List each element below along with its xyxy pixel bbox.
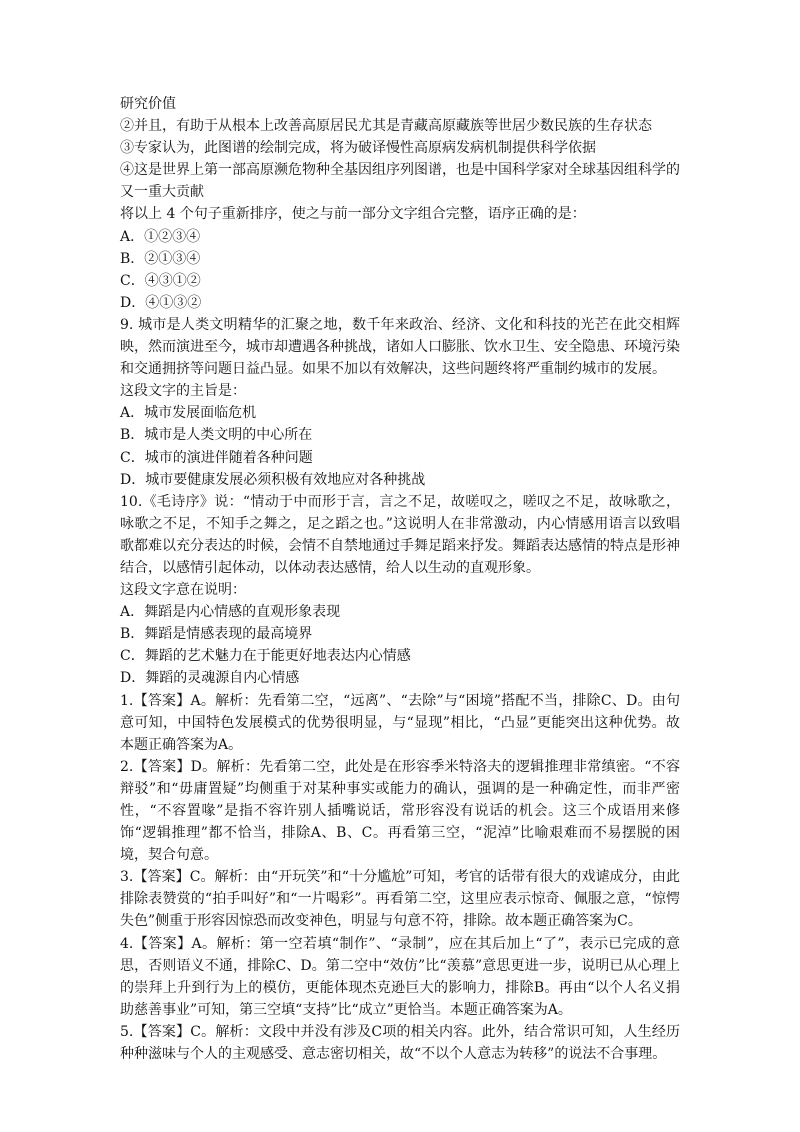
- q8-sentence-2: ②并且，有助于从根本上改善高原居民尤其是青藏高原藏族等世居少数民族的生存状态: [120, 118, 652, 135]
- q8-option-c: C．④③①②: [120, 272, 201, 289]
- answer-4: 4.【答案】A。解析：第一空若填“制作”、“录制”，应在其后加上“了”，表示已完成的意思，否则语义不通，排除C、D。第二空中“效仿”比“羡慕”意思更进一步，说明已从心理上的崇拜上升到行为上的模仿，更能体现杰克逊巨大的影响力，排除B。再由“以个人名义捐助慈善事业”可知，第三空填“支持”比“成立”更恰当。本题正确答案为A。: [120, 935, 680, 1018]
- q8-option-a: A．①②③④: [120, 228, 201, 245]
- q8-option-b: B．②①③④: [120, 250, 201, 267]
- q9-option-d: D．城市要健康发展必须积极有效地应对各种挑战: [120, 471, 426, 488]
- q9-option-a: A．城市发展面临危机: [120, 405, 257, 422]
- q10-stem: 这段文字意在说明：: [120, 582, 246, 599]
- q8-option-d: D．④①③②: [120, 294, 202, 311]
- document-page: [120, 93, 680, 1065]
- q8-sentence-4: ④这是世界上第一部高原濒危物种全基因组序列图谱，也是中国科学家对全球基因组科学的又一重大贡献: [120, 162, 680, 201]
- answer-5: 5.【答案】C。解析：文段中并没有涉及C项的相关内容。此外，结合常识可知，人生经历种种滋味与个人的主观感受、意志密切相关，故“不以个人意志为转移”的说法不合事理。: [120, 1023, 680, 1063]
- q8-sentence-3: ③专家认为，此图谱的绘制完成，将为破译慢性高原病发病机制提供科学依据: [120, 140, 596, 157]
- q9-passage: 9. 城市是人类文明精华的汇聚之地，数千年来政治、经济、文化和科技的光芒在此交相辉映，然而演进至今，城市却遭遇各种挑战，诸如人口膨胀、饮水卫生、安全隐患、环境污染和交通拥挤等问题日益凸显。如果不加以有效解决，这些问题终将严重制约城市的发展。: [120, 316, 680, 378]
- q9-stem: 这段文字的主旨是：: [120, 383, 246, 400]
- answer-1: 1.【答案】A。解析：先看第二空，“远离”、“去除”与“困境”搭配不当，排除C、D。由句意可知，中国特色发展模式的优势很明显，与“显现”相比，“凸显”更能突出这种优势。故本题正确答案为A。: [120, 692, 680, 753]
- q10-option-a: A．舞蹈是内心情感的直观形象表现: [120, 604, 341, 621]
- q10-option-d: D．舞蹈的灵魂源自内心情感: [120, 670, 300, 687]
- q10-option-c: C．舞蹈的艺术魅力在于能更好地表达内心情感: [120, 648, 411, 665]
- q10-option-b: B．舞蹈是情感表现的最高境界: [120, 626, 313, 643]
- q9-option-c: C．城市的演进伴随着各种问题: [120, 449, 313, 466]
- answer-2: 2.【答案】D。解析：先看第二空，此处是在形容季米特洛夫的逻辑推理非常缜密。“不容辩驳”和“毋庸置疑”均侧重于对某种事实或能力的确认，强调的是一种确定性，而非严密性，“不容置喙”是指不容许别人插嘴说话，常形容没有说话的机会。这三个成语用来修饰“逻辑推理”都不恰当，排除A、B、C。再看第三空，“泥淖”比喻艰难而不易摆脱的困境，契合句意。: [120, 758, 680, 864]
- q10-passage: 10.《毛诗序》说：“情动于中而形于言，言之不足，故嗟叹之，嗟叹之不足，故咏歌之，咏歌之不足，不知手之舞之，足之蹈之也。”这说明人在非常激动，内心情感用语言以致唱歌都难以充分表达的时候，会情不自禁地通过手舞足蹈来抒发。舞蹈表达感情的特点是形神结合，以感情引起体动，以体动表达感情，给人以生动的直观形象。: [120, 493, 680, 576]
- q9-option-b: B．城市是人类文明的中心所在: [120, 427, 313, 444]
- answer-3: 3.【答案】C。解析：由“开玩笑”和“十分尴尬”可知，考官的话带有很大的戏谑成分，由此排除表赞赏的“拍手叫好”和“一片喝彩”。再看第二空，这里应表示惊奇、佩服之意，“惊愕失色”侧重于形容因惊恐而改变神色，明显与句意不符，排除。故本题正确答案为C。: [120, 869, 680, 930]
- q8-intro-tail: 研究价值: [120, 96, 176, 112]
- q8-stem: 将以上 4 个句子重新排序，使之与前一部分文字组合完整，语序正确的是：: [120, 206, 586, 223]
